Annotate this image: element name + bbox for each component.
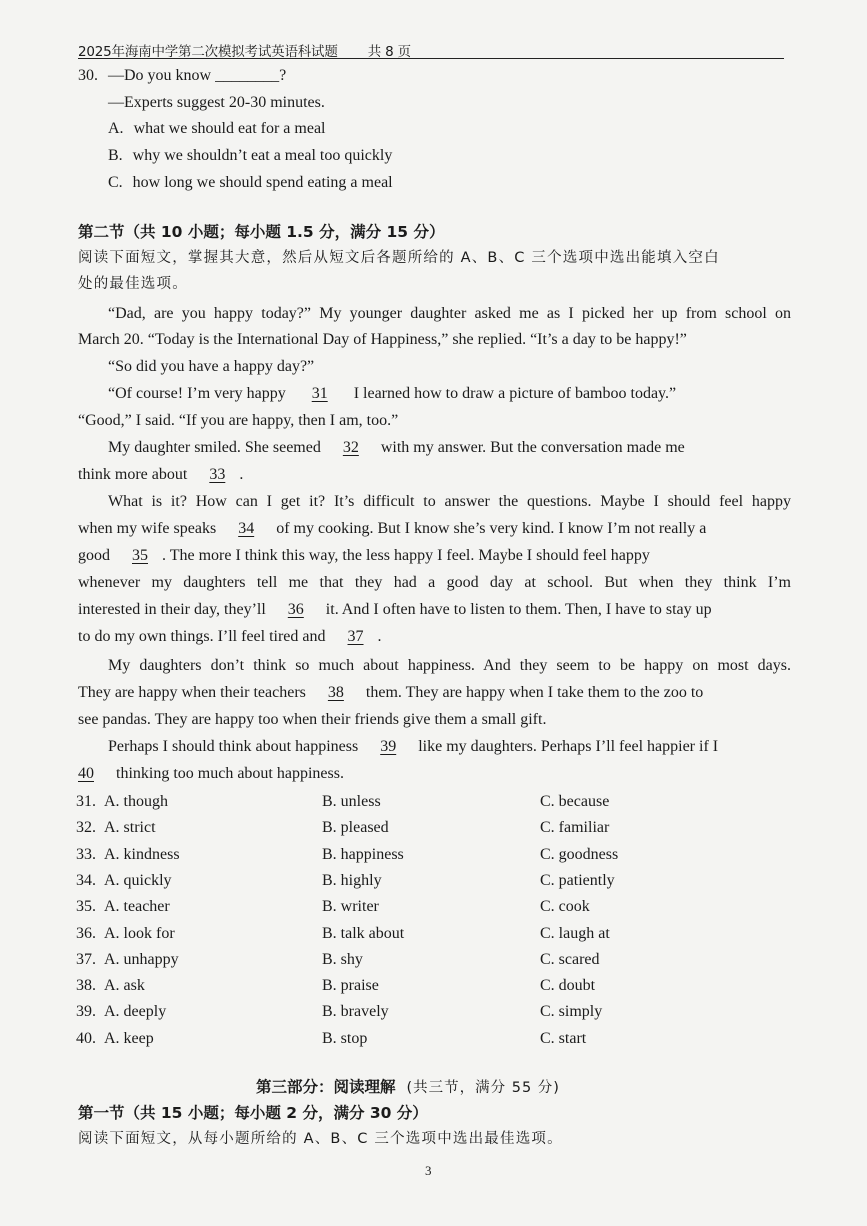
passage-text: like my daughters. Perhaps I’ll feel happier if I	[418, 738, 719, 755]
choice-option-a[interactable]: A. teacher	[104, 898, 170, 915]
passage-text: .	[239, 466, 244, 483]
blank-40[interactable]: 40	[78, 765, 94, 782]
q30-option-c	[108, 173, 393, 193]
passage-text: think more about	[78, 466, 188, 483]
choice-option-c[interactable]: C. because	[540, 793, 610, 810]
page-number: 3	[425, 1163, 432, 1178]
header-title: 2025年海南中学第二次模拟考试英语科试题	[78, 44, 338, 60]
choice-option-c[interactable]: C. patiently	[540, 872, 615, 889]
choice-option-c[interactable]: C. scared	[540, 951, 600, 968]
choice-option-a[interactable]: A. ask	[104, 977, 145, 994]
blank-34[interactable]: 34	[238, 520, 255, 537]
choice-option-b[interactable]: B. stop	[322, 1030, 368, 1047]
blank-33[interactable]: 33	[209, 466, 226, 483]
section2-instruction-line2: 处的最佳选项。	[78, 276, 188, 292]
passage-line: “Good,” I said. “If you are happy, then I am, too.”	[78, 412, 399, 429]
option-letter: A.	[108, 120, 124, 137]
part3-heading-title: 第三部分：阅读理解	[256, 1078, 396, 1096]
passage-text: I learned how to draw a picture of bamboo today.”	[353, 385, 677, 402]
option-text: how long we should spend eating a meal	[132, 174, 393, 191]
passage-text: with my answer. But the conversation made me	[380, 439, 685, 456]
passage-line	[108, 737, 718, 757]
choice-option-b[interactable]: B. writer	[322, 898, 379, 915]
passage-text: to do my own things. I’ll feel tired and	[78, 628, 326, 645]
part3-heading	[256, 1077, 560, 1098]
passage-text: Perhaps I should think about happiness	[108, 738, 359, 755]
passage-text: . The more I think this way, the less happy I feel. Maybe I should feel happy	[162, 547, 650, 564]
passage-text: My daughter smiled. She seemed	[108, 439, 321, 456]
passage-text: of my cooking. But I know she’s very kind. I know I’m not really a	[276, 520, 707, 537]
blank-39[interactable]: 39	[380, 738, 397, 755]
choice-number: 38.	[76, 977, 96, 994]
q30-option-a	[108, 119, 326, 139]
q30-option-b	[108, 146, 392, 166]
page-header	[78, 40, 784, 60]
choice-option-b[interactable]: B. talk about	[322, 925, 405, 942]
q30-stem	[78, 66, 286, 86]
part3-heading-detail: (共三节，满分 55 分)	[406, 1080, 560, 1096]
choice-option-a[interactable]: A. strict	[104, 819, 156, 836]
choice-option-c[interactable]: C. laugh at	[540, 925, 610, 942]
choice-option-a[interactable]: A. kindness	[104, 846, 180, 863]
passage-line: What is it? How can I get it? It’s difficult to answer the questions. Maybe I should feel happy	[108, 493, 791, 510]
choice-option-c[interactable]: C. start	[540, 1030, 587, 1047]
choice-option-c[interactable]: C. familiar	[540, 819, 610, 836]
q30-number: 30.	[78, 67, 98, 84]
header-divider	[78, 58, 784, 59]
choice-option-c[interactable]: C. simply	[540, 1003, 603, 1020]
passage-text: “Of course! I’m very happy	[108, 385, 286, 402]
passage-text: interested in their day, they’ll	[78, 601, 266, 618]
choice-number: 32.	[76, 819, 96, 836]
passage-line: whenever my daughters tell me that they had a good day at school. But when they think I’m	[78, 574, 791, 591]
blank-37[interactable]: 37	[347, 628, 364, 645]
choice-option-a[interactable]: A. unhappy	[104, 951, 179, 968]
passage-line	[108, 438, 685, 458]
passage-text: it. And I often have to listen to them. Then, I have to stay up	[325, 601, 712, 618]
passage-line	[78, 683, 703, 703]
blank-36[interactable]: 36	[287, 601, 304, 618]
blank-31[interactable]: 31	[311, 385, 328, 402]
section2-heading: 第二节（共 10 小题；每小题 1.5 分，满分 15 分）	[78, 223, 445, 241]
choice-option-a[interactable]: A. keep	[104, 1030, 154, 1047]
q30-stem-text: —Do you know ________?	[108, 67, 287, 84]
choice-option-a[interactable]: A. deeply	[104, 1003, 167, 1020]
choice-number: 35.	[76, 898, 96, 915]
choice-option-b[interactable]: B. shy	[322, 951, 363, 968]
passage-line	[78, 546, 650, 566]
choice-option-b[interactable]: B. bravely	[322, 1003, 389, 1020]
passage-text: They are happy when their teachers	[78, 684, 306, 701]
passage-line	[78, 764, 344, 784]
choice-number: 39.	[76, 1003, 96, 1020]
passage-line	[78, 465, 243, 485]
passage-line	[108, 384, 676, 404]
choice-number: 36.	[76, 925, 96, 942]
option-letter: B.	[108, 147, 123, 164]
choice-option-b[interactable]: B. happiness	[322, 846, 404, 863]
choice-number: 37.	[76, 951, 96, 968]
passage-line: see pandas. They are happy too when their friends give them a small gift.	[78, 711, 547, 728]
choice-number: 40.	[76, 1030, 96, 1047]
passage-line: My daughters don’t think so much about happiness. And they seem to be happy on most days.	[108, 657, 791, 674]
choice-number: 31.	[76, 793, 96, 810]
passage-line	[78, 600, 712, 620]
q30-reply: —Experts suggest 20-30 minutes.	[108, 94, 325, 111]
passage-text: thinking too much about happiness.	[116, 765, 344, 782]
choice-option-b[interactable]: B. pleased	[322, 819, 389, 836]
part3-section1-heading: 第一节（共 15 小题；每小题 2 分，满分 30 分）	[78, 1104, 428, 1122]
option-text: why we shouldn’t eat a meal too quickly	[132, 147, 393, 164]
passage-line: “So did you have a happy day?”	[108, 358, 315, 375]
passage-line: “Dad, are you happy today?” My younger daughter asked me as I picked her up from school on	[108, 305, 791, 322]
choice-option-c[interactable]: C. goodness	[540, 846, 619, 863]
choice-number: 33.	[76, 846, 96, 863]
choice-number: 34.	[76, 872, 96, 889]
choice-option-b[interactable]: B. unless	[322, 793, 381, 810]
passage-text: them. They are happy when I take them to the zoo to	[365, 684, 704, 701]
passage-line: March 20. “Today is the International Day of Happiness,” she replied. “It’s a day to be happy!”	[78, 331, 687, 348]
passage-line	[78, 519, 706, 539]
choice-option-b[interactable]: B. highly	[322, 872, 382, 889]
passage-text: when my wife speaks	[78, 520, 217, 537]
choice-option-a[interactable]: A. quickly	[104, 872, 172, 889]
passage-text: .	[377, 628, 382, 645]
passage-text: good	[78, 547, 110, 564]
choice-option-c[interactable]: C. cook	[540, 898, 590, 915]
blank-32[interactable]: 32	[342, 439, 359, 456]
choice-option-a[interactable]: A. look for	[104, 925, 175, 942]
choice-option-b[interactable]: B. praise	[322, 977, 379, 994]
choice-option-a[interactable]: A. though	[104, 793, 168, 810]
part3-instruction: 阅读下面短文，从每小题所给的 A、B、C 三个选项中选出最佳选项。	[78, 1131, 563, 1147]
header-page-count: 共 8 页	[367, 44, 411, 60]
section2-instruction-line1: 阅读下面短文，掌握其大意，然后从短文后各题所给的 A、B、C 三个选项中选出能填入空白	[78, 250, 720, 266]
passage-line	[78, 627, 382, 647]
blank-35[interactable]: 35	[132, 547, 148, 564]
choice-option-c[interactable]: C. doubt	[540, 977, 596, 994]
blank-38[interactable]: 38	[327, 684, 344, 701]
option-text: what we should eat for a meal	[133, 120, 326, 137]
option-letter: C.	[108, 174, 123, 191]
